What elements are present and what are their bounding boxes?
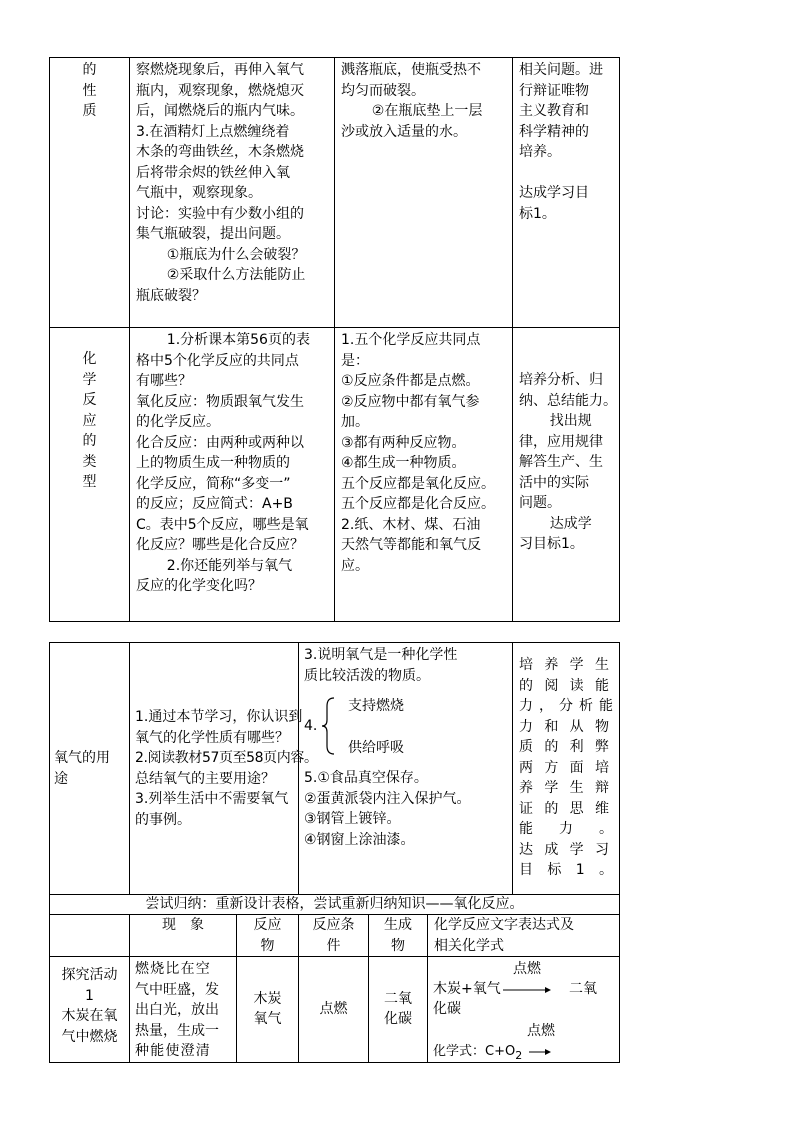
header-reactant: 反应 物 bbox=[237, 915, 299, 957]
table-row-properties bbox=[50, 58, 620, 328]
activity-product: 二氧 化碳 bbox=[369, 957, 428, 1063]
cell-activities-reaction-types: 1.分析课本第56页的表 格中5个化学反应的共同点 有哪些？ 氧化反应：物质跟氧气发生 的化学反应。 化合反应：由两种或两种以 上的物质生成一种物质的 化学反应，简称“多变一” 的反应；反应简式：A+B C。表中5个反应，哪些是氧 化反应？哪些是化合反应？ 2.你还能列举与氧气 反应的化学变化吗？ bbox=[130, 328, 335, 622]
brace-group bbox=[304, 686, 506, 768]
activity-reactant: 木炭 氧气 bbox=[237, 957, 299, 1063]
equation-condition-2: 点燃 bbox=[527, 1023, 555, 1039]
summary-text: 尝试归纳：重新设计表格，尝试重新归纳知识——氧化反应。 bbox=[50, 895, 620, 915]
brace-number: 4. bbox=[304, 718, 318, 734]
cell-answers-properties: 溅落瓶底，使瓶受热不 均匀而破裂。 ②在瓶底垫上一层 沙或放入适量的水。 bbox=[335, 58, 513, 328]
row-heading-reaction-types: 化 学 反 应 的 类 型 bbox=[50, 328, 130, 622]
header-product: 生成 物 bbox=[369, 915, 428, 957]
cell-goals-reaction-types: 培养分析、归 纳、总结能力。 找出规 律，应用规律 解答生产、生 活中的实际 问题。 达成学 习目标1。 bbox=[513, 328, 620, 622]
row-heading-uses: 氧气的用 途 bbox=[50, 643, 130, 895]
equation-right-1: 二氧 bbox=[569, 981, 597, 997]
equation-formula: 化学式：$C+O_2$ bbox=[433, 1044, 523, 1062]
equation-continuation-1: 化碳 bbox=[433, 1001, 461, 1017]
reaction-arrow-2 bbox=[529, 1047, 551, 1057]
brace-item-support: 支持燃烧 bbox=[348, 698, 404, 714]
table-row-reaction-types bbox=[50, 328, 620, 622]
header-equation: 化学反应文字表达式及 相关化学式 bbox=[428, 915, 620, 957]
row-heading-properties: 的 性 质 bbox=[50, 58, 130, 328]
cell-goals-properties: 相关问题。进 行辩证唯物 主义教育和 科学精神的 培养。 达成学习目 标1。 bbox=[513, 58, 620, 328]
equation-block bbox=[433, 959, 614, 1062]
header-empty bbox=[50, 915, 130, 957]
header-phenomenon: 现 象 bbox=[130, 915, 237, 957]
table-properties bbox=[49, 57, 620, 622]
cell-goals-uses: 培养学生 的阅读能 力，分析能 力和从物 质的利弊 两方面培 养学生辩 证的思维 能力。 达成学习 目标1。 bbox=[513, 643, 620, 895]
cell-answers-uses: 3.说明氧气是一种化学性 质比较活泼的物质。 4. 支持燃烧 供给呼吸 5.①食品真空保存。 ②蛋黄派袋内注入保护气。 ③钢管上镀锌。 ④钢窗上涂油漆。 bbox=[299, 643, 513, 895]
cell-activities-uses: 1.通过本节学习，你认识到 氧气的化学性质有哪些？ 2.阅读教材57页至58页内容。 总结氧气的主要用途？ 3.列举生活中不需要氧气 的事例。 bbox=[130, 643, 299, 895]
activity-equation bbox=[428, 957, 620, 1063]
table-row-uses bbox=[50, 643, 620, 895]
header-condition: 反应条 件 bbox=[299, 915, 369, 957]
activity-phenomenon: 燃烧比在空 气中旺盛，发 出白光，放出 热量，生成一 种能使澄清 bbox=[130, 957, 237, 1063]
reaction-arrow-1 bbox=[503, 985, 551, 995]
cell-answers-reaction-types: 1.五个化学反应共同点 是： ①反应条件都是点燃。 ②反应物中都有氧气参 加。 ③都有两种反应物。 ④都生成一种物质。 五个反应都是氧化反应。 五个反应都是化合反应。 2.纸、木材、煤、石油 天然气等都能和氧气反 应。 bbox=[335, 328, 513, 622]
brace-item-respiration: 供给呼吸 bbox=[348, 740, 404, 756]
cell-activities-properties: 察燃烧现象后，再伸入氧气 瓶内，观察现象，燃烧熄灭 后，闻燃烧后的瓶内气味。 3.在酒精灯上点燃缠绕着 木条的弯曲铁丝，木条燃烧 后将带余烬的铁丝伸入氧 气瓶中，观察现象。 讨论：实验中有少数小组的 集气瓶破裂，提出问题。 ①瓶底为什么会破裂？ ②采取什么方法能防止 瓶底破裂？ bbox=[130, 58, 335, 328]
equation-condition-1: 点燃 bbox=[513, 961, 541, 977]
curly-brace-icon bbox=[320, 696, 336, 756]
table-row-activity-1 bbox=[50, 957, 620, 1063]
equation-left-1: 木炭+氧气 bbox=[433, 981, 501, 997]
activity-condition: 点燃 bbox=[299, 957, 369, 1063]
activity-name: 探究活动 1 木炭在氧 气中燃烧 bbox=[50, 957, 130, 1063]
table-row-summary bbox=[50, 895, 620, 915]
table-uses bbox=[49, 642, 620, 1063]
table-row-headers bbox=[50, 915, 620, 957]
